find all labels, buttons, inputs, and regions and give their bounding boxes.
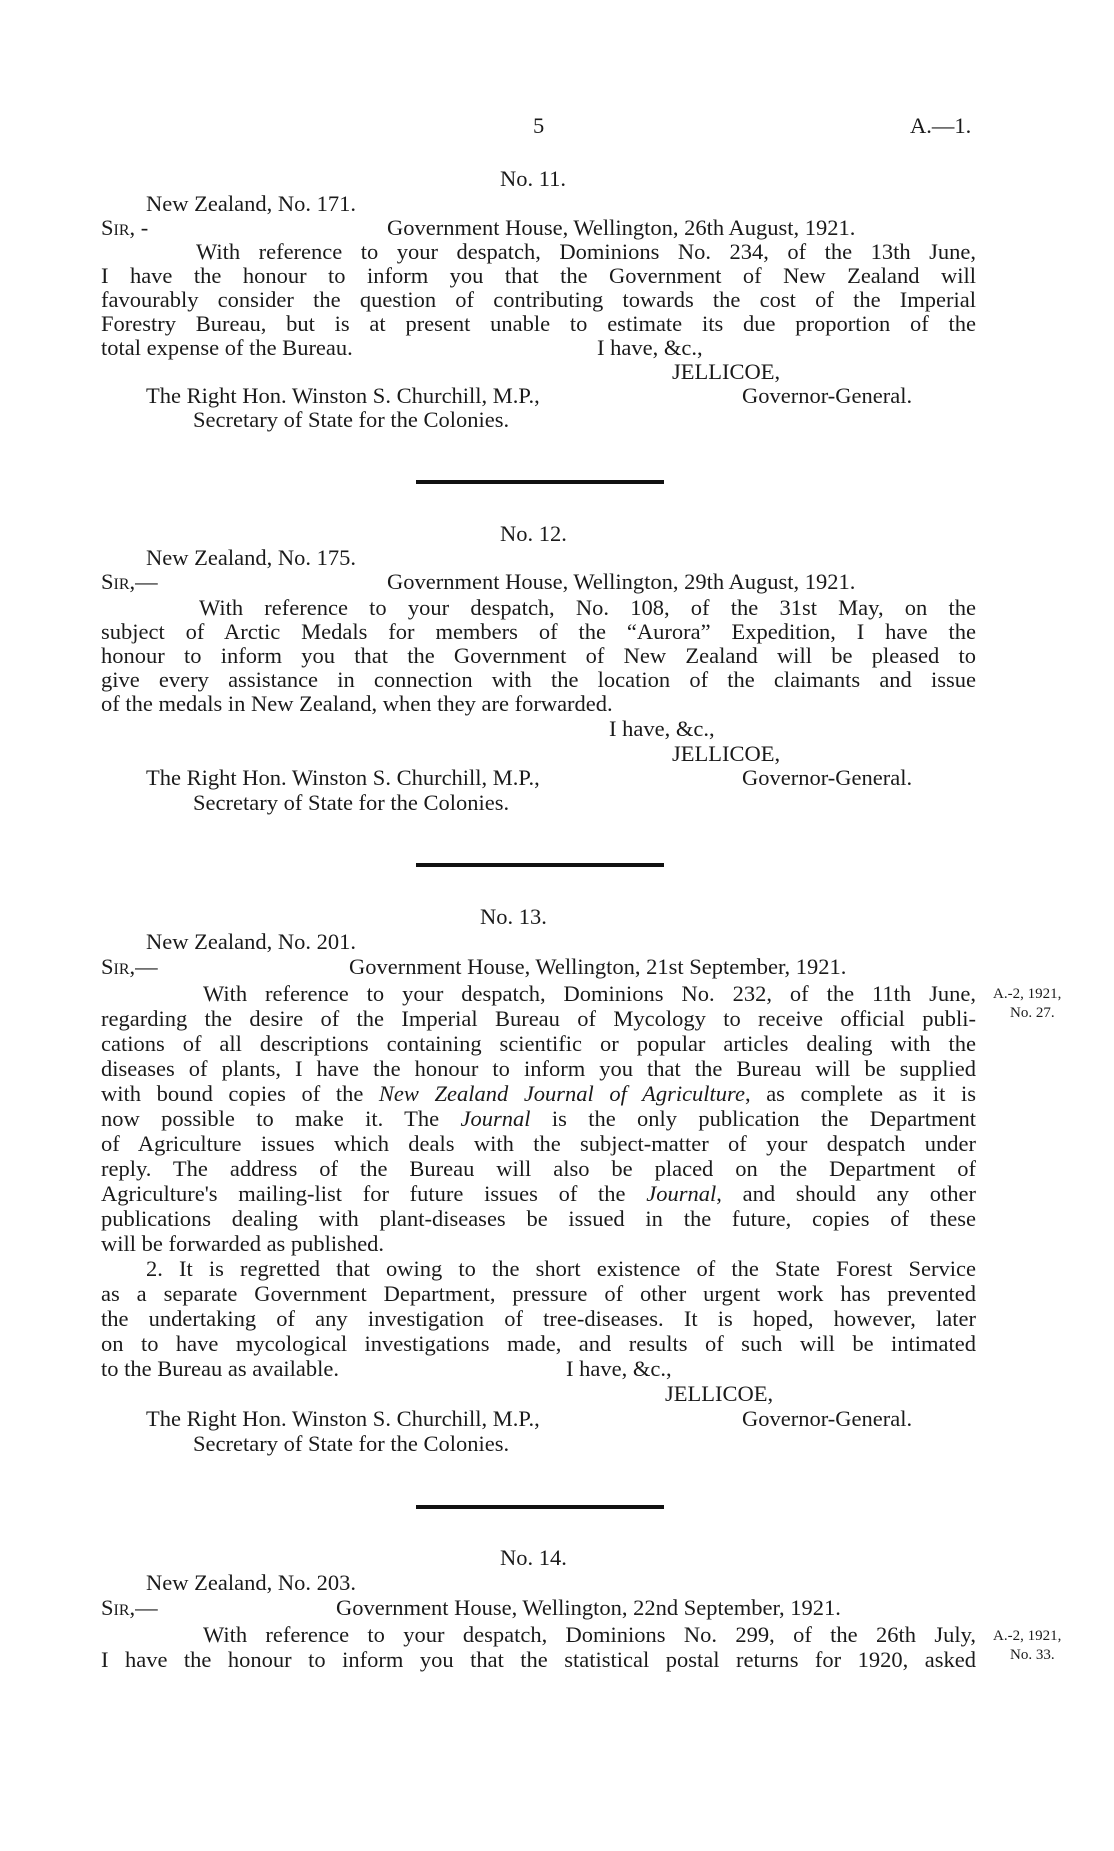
page-number: 5 xyxy=(533,113,545,138)
body-line: honour to inform you that the Government of New Zealand will be pleased to xyxy=(101,643,976,668)
signature: JELLICOE, xyxy=(672,359,781,384)
addressee-title: Secretary of State for the Colonies. xyxy=(193,790,510,815)
signer-title: Governor-General. xyxy=(742,1406,913,1431)
body-line: 2. It is regretted that owing to the short existence of the State Forest Service xyxy=(146,1256,976,1281)
closing: I have, &c., xyxy=(609,716,715,741)
body-line: as a separate Government Department, pressure of other urgent work has prevented xyxy=(101,1281,976,1306)
body-line: now possible to make it. The Journal is the only publication the Department xyxy=(101,1106,976,1131)
body-line: give every assistance in connection with the location of the claimants and issue xyxy=(101,667,976,692)
salutation: Sir,— xyxy=(101,1595,158,1620)
new-zealand-reference: New Zealand, No. 175. xyxy=(146,545,356,570)
salutation: Sir,— xyxy=(101,569,158,594)
addressee-title: Secretary of State for the Colonies. xyxy=(193,407,510,432)
despatch-number: No. 13. xyxy=(480,904,547,929)
body-line: total expense of the Bureau. xyxy=(101,335,353,360)
body-line: diseases of plants, I have the honour to inform you that the Bureau will be supplied xyxy=(101,1056,976,1081)
journal-title: Journal xyxy=(460,1106,531,1131)
body-line: Forestry Bureau, but is at present unable to estimate its due proportion of the xyxy=(101,311,976,336)
section-divider xyxy=(416,863,664,867)
new-zealand-reference: New Zealand, No. 201. xyxy=(146,929,356,954)
body-line: reply. The address of the Bureau will also be placed on the Department of xyxy=(101,1156,976,1181)
body-line: favourably consider the question of contributing towards the cost of the Imperial xyxy=(101,287,976,312)
body-line: subject of Arctic Medals for members of the “Aurora” Expedition, I have the xyxy=(101,619,976,644)
closing: I have, &c., xyxy=(597,335,703,360)
closing: I have, &c., xyxy=(566,1356,672,1381)
place-date: Government House, Wellington, 22nd September, 1921. xyxy=(336,1595,841,1620)
body-line: to the Bureau as available. xyxy=(101,1356,340,1381)
body-line: I have the honour to inform you that the Government of New Zealand will xyxy=(101,263,976,288)
body-line: of Agriculture issues which deals with the subject-matter of your despatch under xyxy=(101,1131,976,1156)
salutation: Sir,— xyxy=(101,954,158,979)
despatch-number: No. 12. xyxy=(500,521,567,546)
place-date: Government House, Wellington, 29th August, 1921. xyxy=(387,569,856,594)
body-line: on to have mycological investigations made, and results of such will be intimated xyxy=(101,1331,976,1356)
document-reference: A.—1. xyxy=(910,113,972,138)
addressee: The Right Hon. Winston S. Churchill, M.P., xyxy=(146,383,540,408)
body-line: With reference to your despatch, Dominions No. 232, of the 11th June, xyxy=(203,981,976,1006)
new-zealand-reference: New Zealand, No. 203. xyxy=(146,1570,356,1595)
signer-title: Governor-General. xyxy=(742,765,913,790)
signature: JELLICOE, xyxy=(672,741,781,766)
place-date: Government House, Wellington, 21st September, 1921. xyxy=(349,954,847,979)
margin-note: A.-2, 1921, xyxy=(993,986,1062,1002)
margin-note: No. 33. xyxy=(1010,1647,1055,1663)
body-line: of the medals in New Zealand, when they are forwarded. xyxy=(101,691,613,716)
addressee: The Right Hon. Winston S. Churchill, M.P., xyxy=(146,765,540,790)
journal-title: Journal xyxy=(646,1181,717,1206)
journal-title: New Zealand Journal of Agriculture xyxy=(378,1081,745,1106)
despatch-number: No. 11. xyxy=(500,166,567,191)
body-line: regarding the desire of the Imperial Bureau of Mycology to receive official publi- xyxy=(101,1006,976,1031)
place-date: Government House, Wellington, 26th August, 1921. xyxy=(387,215,856,240)
body-line: With reference to your despatch, Dominions No. 299, of the 26th July, xyxy=(203,1622,976,1647)
addressee-title: Secretary of State for the Colonies. xyxy=(193,1431,510,1456)
margin-note: A.-2, 1921, xyxy=(993,1628,1062,1644)
new-zealand-reference: New Zealand, No. 171. xyxy=(146,191,356,216)
margin-note: No. 27. xyxy=(1010,1005,1055,1021)
body-line: cations of all descriptions containing scientific or popular articles dealing with the xyxy=(101,1031,976,1056)
signature: JELLICOE, xyxy=(665,1381,774,1406)
section-divider xyxy=(416,480,664,484)
signer-title: Governor-General. xyxy=(742,383,913,408)
body-line: With reference to your despatch, Dominions No. 234, of the 13th June, xyxy=(196,239,976,264)
salutation: Sir, - xyxy=(101,215,149,240)
body-line: I have the honour to inform you that the statistical postal returns for 1920, asked xyxy=(101,1647,976,1672)
addressee: The Right Hon. Winston S. Churchill, M.P., xyxy=(146,1406,540,1431)
body-line: will be forwarded as published. xyxy=(101,1231,385,1256)
despatch-number: No. 14. xyxy=(500,1545,567,1570)
section-divider xyxy=(416,1505,664,1509)
body-line: publications dealing with plant-diseases be issued in the future, copies of these xyxy=(101,1206,976,1231)
body-line: Agriculture's mailing-list for future issues of the Journal, and should any other xyxy=(101,1181,976,1206)
body-line: with bound copies of the New Zealand Journal of Agriculture, as complete as it is xyxy=(101,1081,976,1106)
body-line: the undertaking of any investigation of tree-diseases. It is hoped, however, later xyxy=(101,1306,976,1331)
body-line: With reference to your despatch, No. 108, of the 31st May, on the xyxy=(199,595,976,620)
